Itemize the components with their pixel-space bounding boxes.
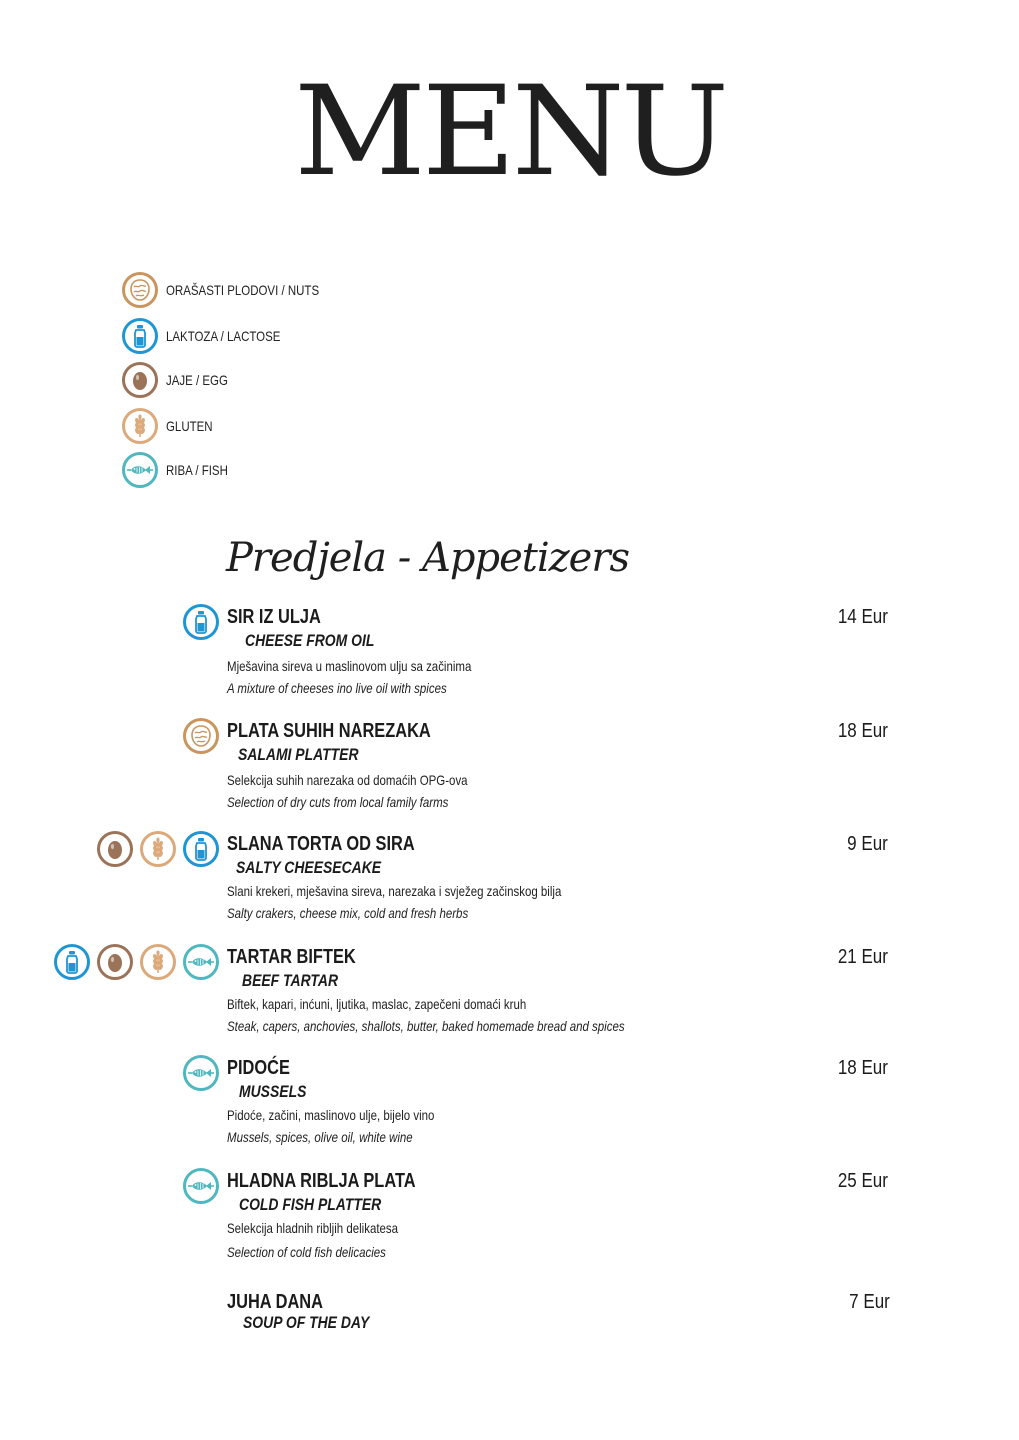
- milk-bottle-icon-glyph: [125, 321, 155, 351]
- item-name: PIDOĆE: [227, 1057, 290, 1079]
- egg-icon: [97, 831, 133, 867]
- item-price: 7 Eur: [849, 1291, 890, 1313]
- wheat-icon: [140, 831, 176, 867]
- item-description: Mješavina sireva u maslinovom ulju sa začinima: [227, 658, 472, 674]
- egg-icon-glyph: [125, 365, 155, 395]
- item-name: SIR IZ ULJA: [227, 606, 321, 628]
- item-description: Selekcija suhih narezaka od domaćih OPG-ova: [227, 772, 468, 788]
- legend-label: GLUTEN: [166, 418, 213, 434]
- legend-item-gluten: [122, 408, 223, 444]
- allergen-icons: [183, 604, 219, 640]
- item-price: 18 Eur: [837, 720, 888, 742]
- item-name-en: MUSSELS: [239, 1082, 307, 1101]
- allergen-icons: [54, 944, 219, 980]
- item-name: PLATA SUHIH NAREZAKA: [227, 720, 431, 742]
- item-description-en: Mussels, spices, olive oil, white wine: [227, 1129, 413, 1145]
- item-name-en: SALAMI PLATTER: [238, 745, 359, 764]
- section-title: Predjela - Appetizers: [226, 535, 630, 581]
- item-description: Pidoće, začini, maslinovo ulje, bijelo vino: [227, 1107, 435, 1123]
- item-price: 18 Eur: [837, 1057, 888, 1079]
- milk-bottle-icon-glyph: [186, 607, 216, 637]
- legend-label: ORAŠASTI PLODOVI / NUTS: [166, 282, 320, 298]
- item-name-en: SALTY CHEESECAKE: [236, 858, 382, 877]
- item-description-en: Steak, capers, anchovies, shallots, butter, baked homemade bread and spices: [227, 1018, 625, 1034]
- fish-icon-glyph: [186, 1058, 216, 1088]
- item-name: TARTAR BIFTEK: [227, 946, 356, 968]
- milk-bottle-icon: [122, 318, 158, 354]
- legend-label: LAKTOZA / LACTOSE: [166, 328, 281, 344]
- legend-label: RIBA / FISH: [166, 462, 228, 478]
- wheat-icon-glyph: [143, 947, 173, 977]
- fish-icon: [183, 1168, 219, 1204]
- egg-icon: [122, 362, 158, 398]
- nut-icon: [122, 272, 158, 308]
- item-price: 25 Eur: [837, 1170, 888, 1192]
- milk-bottle-icon-glyph: [186, 834, 216, 864]
- item-name: HLADNA RIBLJA PLATA: [227, 1170, 416, 1192]
- wheat-icon: [122, 408, 158, 444]
- legend-item-egg: [122, 362, 241, 398]
- legend-item-nuts: [122, 272, 353, 308]
- fish-icon-glyph: [125, 455, 155, 485]
- item-description-en: Selection of cold fish delicacies: [227, 1244, 386, 1260]
- item-description: Biftek, kapari, inćuni, ljutika, maslac, zapečeni domaći kruh: [227, 996, 527, 1012]
- wheat-icon-glyph: [125, 411, 155, 441]
- allergen-icons: [183, 1168, 219, 1204]
- egg-icon-glyph: [100, 947, 130, 977]
- item-description-en: A mixture of cheeses ino live oil with spices: [227, 680, 447, 696]
- item-price: 9 Eur: [847, 833, 888, 855]
- allergen-icons: [183, 718, 219, 754]
- item-price: 14 Eur: [837, 606, 888, 628]
- wheat-icon: [140, 944, 176, 980]
- item-name-en: COLD FISH PLATTER: [239, 1195, 382, 1214]
- item-name: SLANA TORTA OD SIRA: [227, 833, 415, 855]
- item-description-en: Selection of dry cuts from local family farms: [227, 794, 449, 810]
- item-name-en: BEEF TARTAR: [242, 971, 339, 990]
- egg-icon: [97, 944, 133, 980]
- item-description: Selekcija hladnih ribljih delikatesa: [227, 1220, 399, 1236]
- nut-icon: [183, 718, 219, 754]
- allergen-icons: [183, 1055, 219, 1091]
- item-price: 21 Eur: [837, 946, 888, 968]
- wheat-icon-glyph: [143, 834, 173, 864]
- milk-bottle-icon: [183, 604, 219, 640]
- fish-icon: [183, 944, 219, 980]
- item-description: Slani krekeri, mješavina sireva, narezaka i svježeg začinskog bilja: [227, 883, 562, 899]
- egg-icon-glyph: [100, 834, 130, 864]
- item-name: JUHA DANA: [227, 1291, 323, 1313]
- milk-bottle-icon: [54, 944, 90, 980]
- legend-item-lactose: [122, 318, 306, 354]
- legend-item-fish: [122, 452, 241, 488]
- nut-icon-glyph: [125, 275, 155, 305]
- page-title: MENU: [293, 60, 726, 204]
- fish-icon: [183, 1055, 219, 1091]
- fish-icon-glyph: [186, 947, 216, 977]
- milk-bottle-icon: [183, 831, 219, 867]
- nut-icon-glyph: [186, 721, 216, 751]
- milk-bottle-icon-glyph: [57, 947, 87, 977]
- fish-icon-glyph: [186, 1171, 216, 1201]
- allergen-icons: [97, 831, 219, 867]
- item-description-en: Salty crakers, cheese mix, cold and fresh herbs: [227, 905, 469, 921]
- fish-icon: [122, 452, 158, 488]
- item-name-en: CHEESE FROM OIL: [245, 631, 375, 650]
- legend-label: JAJE / EGG: [166, 372, 228, 388]
- item-name-en: SOUP OF THE DAY: [243, 1313, 370, 1332]
